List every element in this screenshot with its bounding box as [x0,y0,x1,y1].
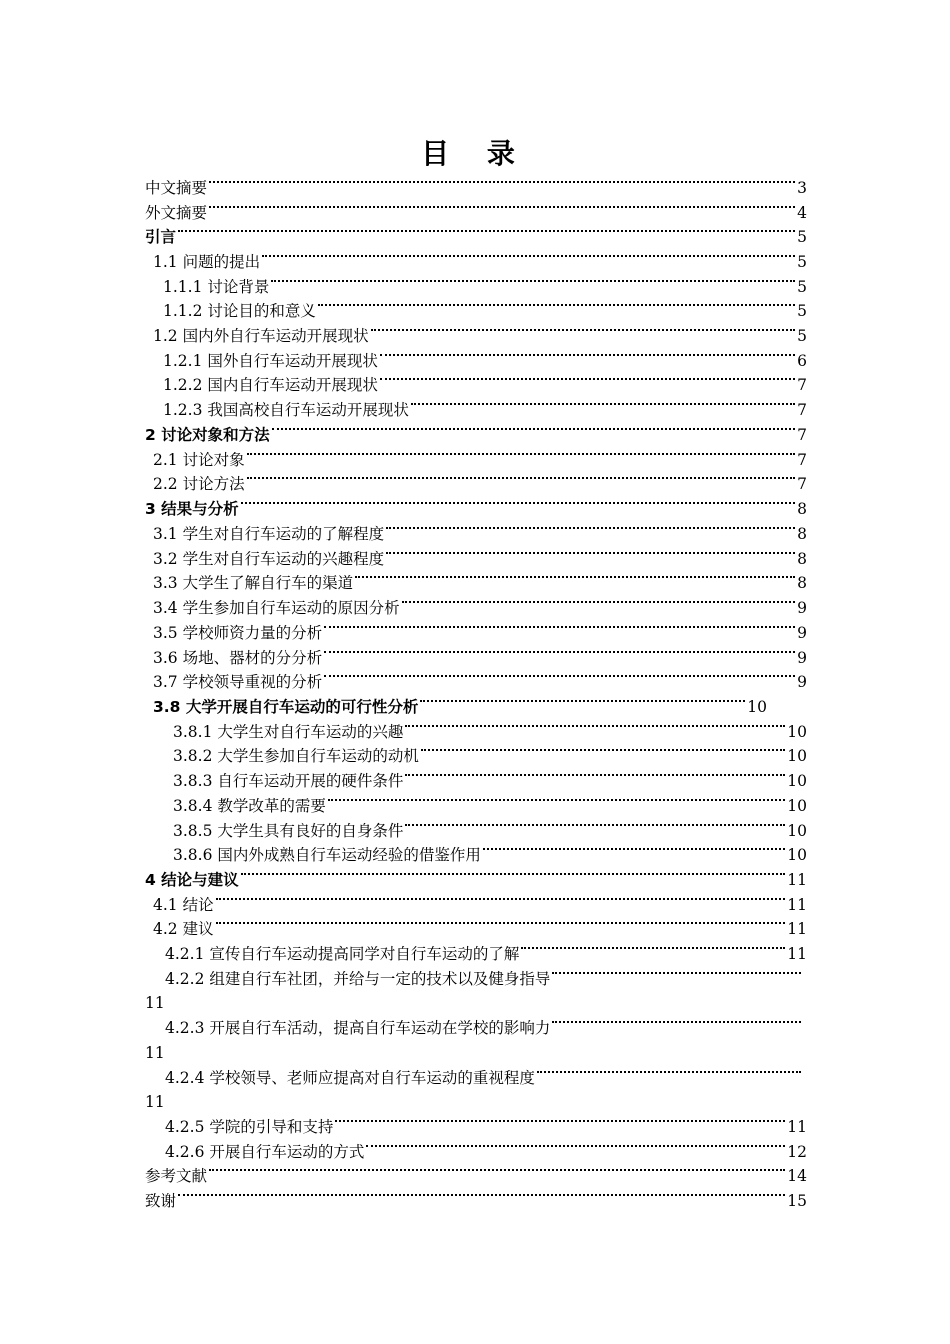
toc-entry-page: 5 [797,253,807,271]
leader-dots [386,527,795,529]
toc-entry-label: 4 结论与建议 [145,871,239,889]
toc-entry-label: 1.1.2 讨论目的和意义 [163,302,316,320]
leader-dots [405,725,785,727]
toc-entry-label: 4.2.6 开展自行车运动的方式 [165,1143,365,1161]
toc-entry-page: 9 [797,599,807,617]
toc-entry[interactable] [153,547,807,571]
leader-dots [324,626,795,628]
toc-entry-page: 5 [797,278,807,296]
leader-dots [209,206,795,208]
toc-entry-page: 10 [787,772,807,790]
toc-entry-label: 4.2.2 组建自行车社团，并给与一定的技术以及健身指导 [165,970,551,988]
toc-entry[interactable] [165,1115,807,1139]
toc-entry-label: 3.5 学校师资力量的分析 [153,624,323,642]
toc-entry-page: 9 [797,673,807,691]
leader-dots [355,576,795,578]
toc-entry-page: 9 [797,624,807,642]
toc-entry-page: 5 [797,327,807,345]
toc-entry-page: 7 [797,475,807,493]
toc-entry-label: 1.2.3 我国高校自行车运动开展现状 [163,401,409,419]
toc-entry-page: 5 [797,228,807,246]
leader-dots [537,1071,801,1073]
toc-entry-page: 14 [787,1167,807,1185]
toc-entry[interactable] [163,299,807,323]
toc-entry-label: 1.1 问题的提出 [153,253,261,271]
toc-entry-page: 10 [747,698,767,716]
leader-dots [209,181,795,183]
leader-dots [272,428,795,430]
toc-entry-label: 外文摘要 [145,204,208,222]
toc-entry-page: 11 [145,994,165,1012]
toc-entry[interactable] [153,472,807,496]
toc-entry[interactable] [153,522,807,546]
toc-entry-label: 3.3 大学生了解自行车的渠道 [153,574,354,592]
toc-entry[interactable] [165,942,807,966]
toc-entry-label: 3 结果与分析 [145,500,239,518]
toc-entry-page: 11 [145,1044,165,1062]
toc-entry[interactable] [173,769,807,793]
toc-entry[interactable] [173,819,807,843]
toc-entry-page: 5 [797,302,807,320]
toc-entry-label: 4.2.4 学校领导、老师应提高对自行车运动的重视程度 [165,1069,535,1087]
leader-dots [216,922,786,924]
toc-entry-page: 10 [787,822,807,840]
toc-entry-label: 4.2 建议 [153,920,214,938]
toc-entry-label: 3.2 学生对自行车运动的兴趣程度 [153,550,385,568]
toc-entry-page: 11 [787,945,807,963]
toc-entry-page: 15 [787,1192,807,1210]
leader-dots [247,453,796,455]
leader-dots [366,1145,785,1147]
toc-entry[interactable] [153,670,807,694]
toc-entry[interactable] [153,695,767,719]
toc-entry-label: 3.7 学校领导重视的分析 [153,673,323,691]
toc-entry-page: 12 [787,1143,807,1161]
leader-dots [371,329,796,331]
toc-entry-page: 10 [787,747,807,765]
toc-entry-page: 8 [797,500,807,518]
leader-dots [328,799,785,801]
leader-dots [421,749,785,751]
leader-dots [405,774,785,776]
toc-entry-page: 11 [787,896,807,914]
toc-entry[interactable] [145,225,807,249]
leader-dots [216,898,786,900]
page-title: 目 录 [421,137,529,170]
toc-entry-label: 3.8 大学开展自行车运动的可行性分析 [153,698,419,716]
toc-entry-page: 7 [797,451,807,469]
toc-entry-label: 4.2.5 学院的引导和支持 [165,1118,334,1136]
toc-entry-label: 3.8.5 大学生具有良好的自身条件 [173,822,404,840]
toc-entry-page: 11 [787,920,807,938]
leader-dots [324,651,795,653]
toc-entry-page: 4 [797,204,807,222]
toc-entry[interactable] [173,720,807,744]
toc-entry-label: 3.4 学生参加自行车运动的原因分析 [153,599,400,617]
leader-dots [178,1194,785,1196]
toc-entry-page: 7 [797,376,807,394]
leader-dots [178,230,795,232]
toc-entry[interactable] [145,1164,807,1188]
toc-entry-page: 8 [797,574,807,592]
toc-entry-label: 2.1 讨论对象 [153,451,245,469]
toc-entry[interactable] [165,1016,803,1040]
toc-entry-label: 3.8.3 自行车运动开展的硬件条件 [173,772,404,790]
toc-entry-page: 8 [797,550,807,568]
toc-entry-label: 致谢 [145,1192,177,1210]
toc-entry[interactable] [153,646,807,670]
toc-entry[interactable] [153,917,807,941]
leader-dots [552,1021,801,1023]
leader-dots [405,824,785,826]
leader-dots [380,354,795,356]
toc-entry[interactable] [163,373,807,397]
toc-entry-page: 10 [787,723,807,741]
toc-entry[interactable] [163,275,807,299]
toc-entry-label: 3.8.4 教学改革的需要 [173,797,326,815]
toc-entry-page: 7 [797,401,807,419]
toc-entry[interactable] [153,596,807,620]
toc-entry-page: 11 [145,1093,165,1111]
toc-entry-label: 1.2 国内外自行车运动开展现状 [153,327,369,345]
toc-entry-label: 4.2.1 宣传自行车运动提高同学对自行车运动的了解 [165,945,520,963]
toc-entry[interactable] [173,744,807,768]
leader-dots [411,403,795,405]
toc-entry[interactable] [165,1140,807,1164]
leader-dots [420,700,745,702]
leader-dots [247,477,796,479]
toc-entry-label: 引言 [145,228,177,246]
toc-entry-page: 9 [797,649,807,667]
leader-dots [552,972,801,974]
toc-entry[interactable] [145,1189,807,1213]
toc-entry[interactable] [153,571,807,595]
toc-entry-label: 中文摘要 [145,179,208,197]
leader-dots [271,280,795,282]
leader-dots [483,848,785,850]
toc-entry[interactable] [145,201,807,225]
leader-dots [209,1169,785,1171]
toc-entry-label: 1.1.1 讨论背景 [163,278,270,296]
leader-dots [241,502,795,504]
toc-entry[interactable] [153,448,807,472]
leader-dots [386,552,795,554]
leader-dots [318,304,795,306]
toc-entry-page: 11 [787,1118,807,1136]
toc-entry[interactable] [145,497,807,521]
toc-entry-label: 3.8.2 大学生参加自行车运动的动机 [173,747,419,765]
toc-entry-label: 3.8.6 国内外成熟自行车运动经验的借鉴作用 [173,846,481,864]
toc-entry-label: 1.2.1 国外自行车运动开展现状 [163,352,378,370]
toc-entry[interactable] [163,398,807,422]
toc-entry-page: 3 [797,179,807,197]
toc-entry-label: 3.8.1 大学生对自行车运动的兴趣 [173,723,404,741]
leader-dots [402,601,796,603]
toc-entry[interactable] [163,349,807,373]
leader-dots [335,1120,785,1122]
leader-dots [521,947,785,949]
toc-entry-label: 4.1 结论 [153,896,214,914]
toc-entry[interactable] [153,250,807,274]
toc-entry[interactable] [153,893,807,917]
toc-entry[interactable] [153,621,807,645]
toc-entry-page: 11 [787,871,807,889]
toc-entry[interactable] [165,1066,803,1090]
leader-dots [241,873,786,875]
leader-dots [324,675,795,677]
toc-entry-page: 10 [787,797,807,815]
toc-entry-page: 10 [787,846,807,864]
toc-entry[interactable] [173,843,807,867]
toc-entry[interactable] [165,967,803,991]
toc-entry-page: 6 [797,352,807,370]
toc-entry-label: 参考文献 [145,1167,208,1185]
toc-entry-page: 8 [797,525,807,543]
toc-entry[interactable] [153,324,807,348]
leader-dots [380,378,795,380]
toc-entry-label: 2.2 讨论方法 [153,475,245,493]
toc-entry[interactable] [145,423,807,447]
toc-entry-label: 3.1 学生对自行车运动的了解程度 [153,525,385,543]
toc-entry-label: 3.6 场地、器材的分分析 [153,649,323,667]
toc-entry[interactable] [145,176,807,200]
toc-entry[interactable] [145,868,807,892]
toc-entry[interactable] [173,794,807,818]
leader-dots [262,255,795,257]
toc-entry-label: 1.2.2 国内自行车运动开展现状 [163,376,378,394]
toc-entry-page: 7 [797,426,807,444]
toc-entry-label: 4.2.3 开展自行车活动，提高自行车运动在学校的影响力 [165,1019,551,1037]
toc-entry-label: 2 讨论对象和方法 [145,426,270,444]
